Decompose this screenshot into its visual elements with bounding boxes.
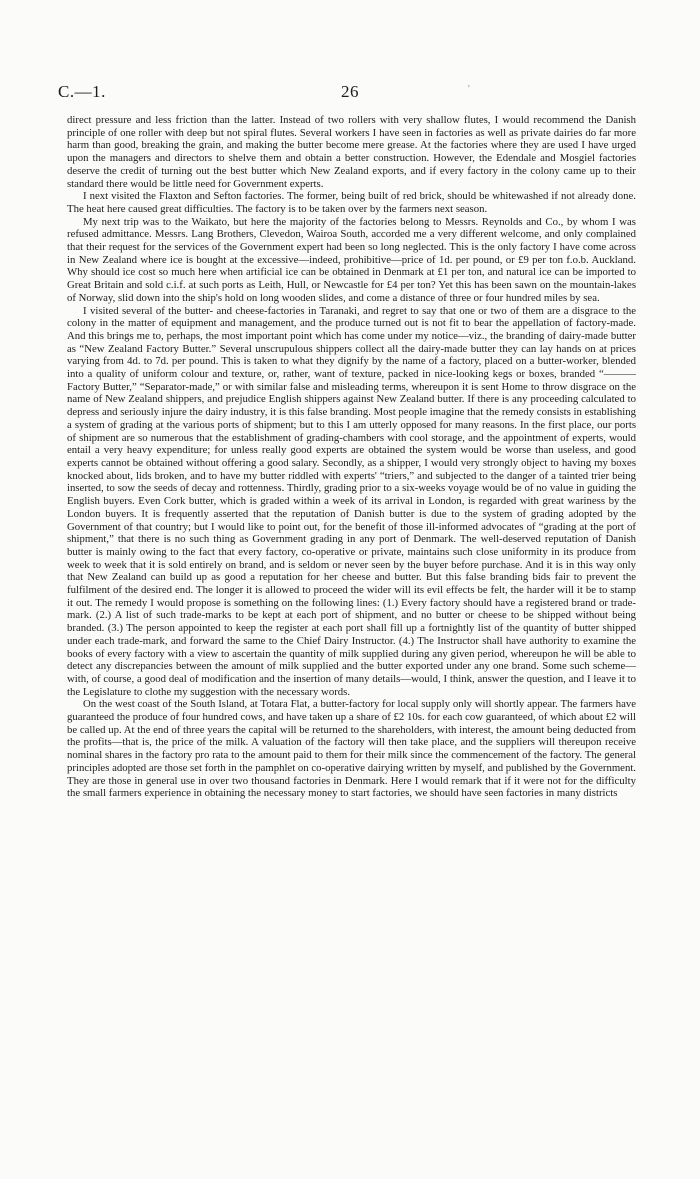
paragraph-waikato: My next trip was to the Waikato, but here the majority of the factories belong to Messrs. Reynolds and Co., by whom I was refused admittance. Messrs. Lang Brothers, Clevedon, Wairoa South, accorded me a very different welcome, and only complained that their request for the services of the Government expert had been so long neglected. This is the only factory I have come across in New Zealand where ice is bought at the excessive—indeed, prohibitive—price of 1d. per pound, or £9 per ton f.o.b. Auckland. Why should ice cost so much here when artificial ice can be obtained in Denmark at £1 per ton, and natural ice can be imported to Great Britain and sold c.i.f. at such ports as Leith, Hull, or Newcastle for £4 per ton? Yet this has been sawn on the mountain-lakes of Norway, slid down into the ship's hold on long wooden slides, and come a distance of three or four hundred miles by sea. xyxy=(67,215,636,304)
paragraph-flaxton-sefton: I next visited the Flaxton and Sefton factories. The former, being built of red brick, should be whitewashed if not already done. The heat here caused great difficulties. The factory is to be taken over by the farmers next season. xyxy=(67,190,636,215)
page-header xyxy=(58,82,642,108)
paragraph-taranaki-branding: I visited several of the butter- and cheese-factories in Taranaki, and regret to say that one or two of them are a disgrace to the colony in the matter of equipment and management, and the produce turned out is not fit to bear the appellation of factory-made. And this brings me to, perhaps, the most important point which has come under my notice—viz., the branding of dairy-made butter as “New Zealand Factory Butter.” Several unscrupulous shippers collect all the dairy-made butter they can lay hands on at prices varying from 4d. to 7d. per pound. This is taken to what they dignify by the name of a factory, placed on a butter-worker, blended into a quality of uniform colour and texture, or, rather, want of texture, packed in nice-looking kegs or boxes, branded “——— Factory Butter,” “Separator-made,” or with similar false and misleading terms, whereupon it is sent Home to throw disgrace on the name of New Zealand shippers, and prejudice English shippers against New Zealand butter. If there is any proceeding calculated to depress and seriously injure the dairy industry, it is this false branding. Most people imagine that the remedy consists in establishing a system of grading at the various ports of shipment; but to this I am utterly opposed for many reasons. In the first place, our ports of shipment are so numerous that the establishment of grading-chambers with cool storage, and the appointment of experts, would entail a very heavy expenditure; for unless really good experts are obtained the system would be worse than useless, and good experts cannot be obtained without offering a good salary. Secondly, as a shipper, I would very strongly object to having my boxes knocked about, lids broken, and to have my butter riddled with experts' “triers,” and subjected to the danger of a tainted trier being inserted, to sow the seeds of decay and rottenness. Thirdly, grading prior to a six-weeks voyage would be of no value in guiding the English buyers. Even Cork butter, which is graded within a week of its arrival in London, is regarded with great wariness by the London buyers. It is frequently asserted that the reputation of Danish butter is due to the system of grading adopted by the Government of that country; but I would like to point out, for the benefit of those ill-informed advocates of “grading at the port of shipment,” that there is no such thing as Government grading in any port of Denmark. The well-deserved reputation of Danish butter is mainly owing to the fact that every factory, co-operative or private, maintains such close uniformity in its produce from week to week that it is sold entirely on brand, and is seldom or never seen by the buyer before purchase. And it is in this way only that New Zealand can build up as good a reputation for her cheese and butter. But this false branding bids fair to prevent the fulfilment of the desired end. The longer it is allowed to proceed the wider will its evil effects be felt, the harder will it be to stamp it out. The remedy I would propose is something on the following lines: (1.) Every factory should have a registered brand or trade-mark. (2.) A list of such trade-marks to be kept at each port of shipment, and no butter or cheese to be shipped without being branded. (3.) The person appointed to keep the register at each port shall fill up a fortnightly list of the quantity of butter shipped under each trade-mark, and forward the same to the Chief Dairy Instructor. (4.) The Instructor shall have authority to examine the books of every factory with a view to ascertain the quantity of milk supplied during any given period, whereupon he will be able to detect any discrepancies between the amount of milk supplied and the butter exported under any one brand. Some such scheme—with, of course, a good deal of modification and the insertion of many details—would, I think, answer the question, and I leave it to the Legislature to clothe my suggestion with the necessary words. xyxy=(67,304,636,698)
document-body xyxy=(67,114,636,800)
document-reference: C.—1. xyxy=(58,82,106,101)
paragraph-totara-flat: On the west coast of the South Island, at Totara Flat, a butter-factory for local supply only will shortly appear. The farmers have guaranteed the produce of four hundred cows, and have taken up a share of £2 10s. for each cow guaranteed, of which about £2 will be called up. At the end of three years the capital will be returned to the shareholders, with interest, the amount being deducted from the profits—that is, the price of the milk. A valuation of the factory will then take place, and the suppliers will thereupon receive nominal shares in the factory pro rata to the amount paid to them for their milk since the commencement of the factory. The general principles adopted are those set forth in the pamphlet on co-operative dairying written by myself, and published by the Government. They are those in general use in over two thousand factories in Denmark. Here I would remark that if it were not for the difficulty the small farmers experience in obtaining the necessary money to start factories, we should have seen factories in many districts xyxy=(67,698,636,800)
page-number: 26 xyxy=(341,82,359,101)
stray-mark: ' xyxy=(468,84,471,95)
paragraph-continuation: direct pressure and less friction than the latter. Instead of two rollers with very shallow flutes, I would recommend the Danish principle of one roller with deep but not spiral flutes. Several workers I have seen in factories as well as private dairies do far more harm than good, breaking the grain, and making the butter become mere grease. At the factories where they are used I have urged upon the managers and directors to shelve them and obtain a better construction. However, the Edendale and Mosgiel factories deserve the credit of turning out the best butter which New Zealand exports, and if every factory in the colony came up to their standard there would be little need for Government experts. xyxy=(67,114,636,190)
